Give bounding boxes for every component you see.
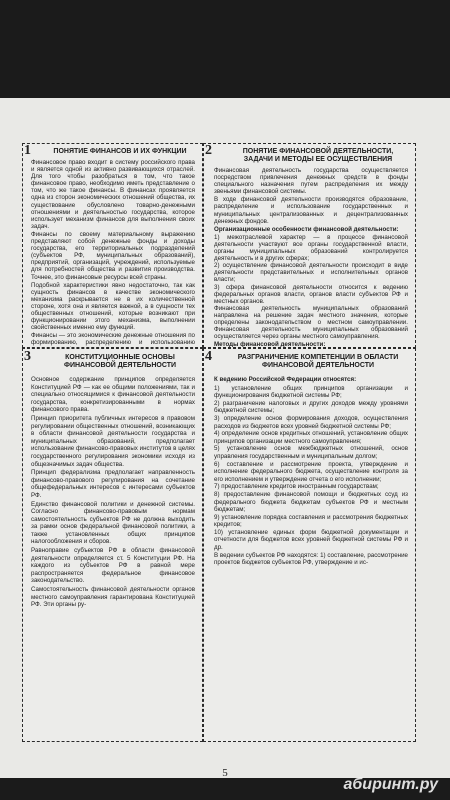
list-item: 2) разграничение налоговых и других доходов между уровнями бюджетной системы; bbox=[214, 399, 408, 415]
list-item: 6) составление и рассмотрение проекта, утверждение и исполнение федерального бюджета, осуществление контроля за его исполнением и утверждение отчета о его исполнении; bbox=[214, 460, 408, 483]
card-title: КОНСТИТУЦИОННЫЕ ОСНОВЫ ФИНАНСОВОЙ ДЕЯТЕЛЬНОСТИ bbox=[63, 354, 177, 369]
list-item: 10) установление единых форм бюджетной документации и отчетности для бюджетов всех уровней бюджетной системы РФ и др. bbox=[214, 528, 408, 552]
card-body bbox=[31, 376, 195, 609]
paragraph: В ведении субъектов РФ находятся: 1) составление, рассмотрение проектов бюджетов субъектов РФ, утверждение и ис- bbox=[214, 551, 408, 567]
list bbox=[214, 385, 408, 552]
card-title: РАЗГРАНИЧЕНИЕ КОМПЕТЕНЦИИ В ОБЛАСТИ ФИНАНСОВОЙ ДЕЯТЕЛЬНОСТИ bbox=[237, 354, 399, 369]
paragraph: Принцип приоритета публичных интересов в правовом регулировании общественных отношений, возникающих в области финансовой деятельности государства и муниципальных образований, предполагает использование финансово-правовых институтов в целях государственного регулирования экономики исходя из общезначимых задач общества. bbox=[31, 414, 195, 468]
card-number: 4 bbox=[205, 349, 212, 364]
paragraph: В ходе финансовой деятельности производятся образование, распределение и использование государственных и муниципальных централизованных и децентрализованных денежных фондов. bbox=[214, 196, 408, 225]
paragraph: К ведению Российской Федерации относятся: bbox=[214, 376, 357, 383]
paragraph: Финансовая деятельность государства осуществляется посредством привлечения денежных средств в фонды специального назначения путем распределения их между звеньями финансовой системы. bbox=[214, 167, 408, 196]
card-number: 3 bbox=[24, 349, 31, 364]
list bbox=[214, 234, 408, 305]
list-item: 3) сфера финансовой деятельности относится к ведению федеральных органов власти, органов власти субъектов РФ и местных органов. bbox=[214, 283, 408, 305]
list-item: 4) определение основ кредитных отношений, установление общих принципов организации местного самоуправления; bbox=[214, 430, 408, 445]
paragraph: Финансовое право входит в систему российского права и является одной из активно развивающихся отраслей. Для того чтобы разобраться в том, что такое финансовое право, необходимо иметь представление о том, что же такое финансы. В финансах проявляется одна из сторон экономических отношений общества, их существование обусловлено товарно-денежными отношениями и деятельностью государства, которое использует механизм финансов для выполнения своих задач. bbox=[31, 159, 195, 230]
card-constitutional-basis bbox=[22, 348, 203, 742]
list-item: 3) определение основ формирования доходов, осуществления расходов из бюджетов всех уровней бюджетной системы РФ; bbox=[214, 414, 408, 430]
list-item: 7) предоставление кредитов иностранным государствам; bbox=[214, 483, 379, 491]
card-finance-concept bbox=[22, 143, 203, 348]
card-title: ПОНЯТИЕ ФИНАНСОВОЙ ДЕЯТЕЛЬНОСТИ, ЗАДАЧИ И МЕТОДЫ ЕЕ ОСУЩЕСТВЛЕНИЯ bbox=[242, 148, 394, 163]
list-item: 5) установление основ межбюджетных отношений, основ управления государственным и муниципальным долгом; bbox=[214, 445, 408, 460]
paragraph: Финансовая деятельность муниципальных образований направлена на решение задач местного значения, которые определены законодательством о местном самоуправлении. Финансовая деятельность муниципальных образований осуществляется через органы местного самоуправления. bbox=[214, 304, 408, 341]
page-number: 5 bbox=[222, 767, 228, 779]
card-body bbox=[214, 167, 408, 348]
card-competence-division bbox=[203, 348, 416, 742]
list-item: 8) предоставление финансовой помощи и бюджетных ссуд из федерального бюджета бюджетам субъектов РФ и местным бюджетам; bbox=[214, 490, 408, 514]
paragraph: Равноправие субъектов РФ в области финансовой деятельности определяется ст. 5 Конституции РФ. На каждого из субъектов РФ в равной мере распространяется федеральное финансовое законодательство. bbox=[31, 547, 195, 585]
list-item: 9) установление порядка составления и рассмотрения бюджетных кредитов; bbox=[214, 513, 408, 529]
paragraph: Подобной характеристики явно недостаточно, так как сущность финансов в качестве экономического механизма раскрывается не в их количественной стороне, хотя она и является важной, а в сущности тех общественных отношений, которые возникают при функционировании этого механизма, выполнении свойственных именно ему функций. bbox=[31, 281, 195, 332]
list-item: 1) межотраслевой характер — в процессе финансовой деятельности участвуют все органы государственной власти, органы муниципальных образований контролируется деятельность и в других сферах; bbox=[214, 233, 408, 263]
card-title: ПОНЯТИЕ ФИНАНСОВ И ИХ ФУНКЦИИ bbox=[53, 148, 187, 155]
paragraph: Финансы — это экономические денежные отношения по формированию, распределению и использованию bbox=[31, 332, 195, 347]
watermark: абиринт.ру bbox=[343, 776, 438, 793]
card-number: 1 bbox=[24, 143, 31, 158]
card-number: 2 bbox=[205, 143, 212, 158]
paragraph: Самостоятельность финансовой деятельности органов местного самоуправления гарантирована Конституцией РФ. Эти органы ру- bbox=[31, 586, 195, 609]
card-financial-activity bbox=[203, 143, 416, 348]
list-item: 1) установление общих принципов организации и функционирования бюджетной системы РФ; bbox=[214, 384, 408, 400]
card-body bbox=[214, 376, 408, 567]
card-body bbox=[31, 159, 195, 348]
paragraph: Методы финансовой деятельности: bbox=[214, 341, 326, 348]
paragraph: Основное содержание принципов определяется Конституцией РФ — как ее общими положениями, так и специально относящимися к финансовой деятельности государства, конкретизированными в нормах финансового права. bbox=[31, 376, 195, 414]
paragraph: Финансы по своему материальному выражению представляют собой денежные фонды и доходы государства, его территориальных подразделений (субъектов РФ, муниципальных образований), предприятий, организаций, учреждений, используемые для потребностей общества и развития производства. Точнее, это финансовые ресурсы всей страны. bbox=[31, 230, 195, 281]
paragraph: Единство финансовой политики и денежной системы. Согласно финансово-правовым нормам самостоятельность субъектов РФ не должна выходить за рамки основ федеральной финансовой политики, а также установленных общих принципов налогообложения и сборов. bbox=[31, 500, 195, 546]
list-item: 2) осуществление финансовой деятельности происходит в виде деятельности представительных и исполнительных органов власти; bbox=[214, 262, 408, 284]
paragraph: Организационные особенности финансовой деятельности: bbox=[214, 225, 399, 233]
paragraph: Принцип федерализма предполагает направленность финансово-правового регулирования на сочетание общефедеральных интересов с интересами субъектов РФ. bbox=[31, 469, 195, 499]
